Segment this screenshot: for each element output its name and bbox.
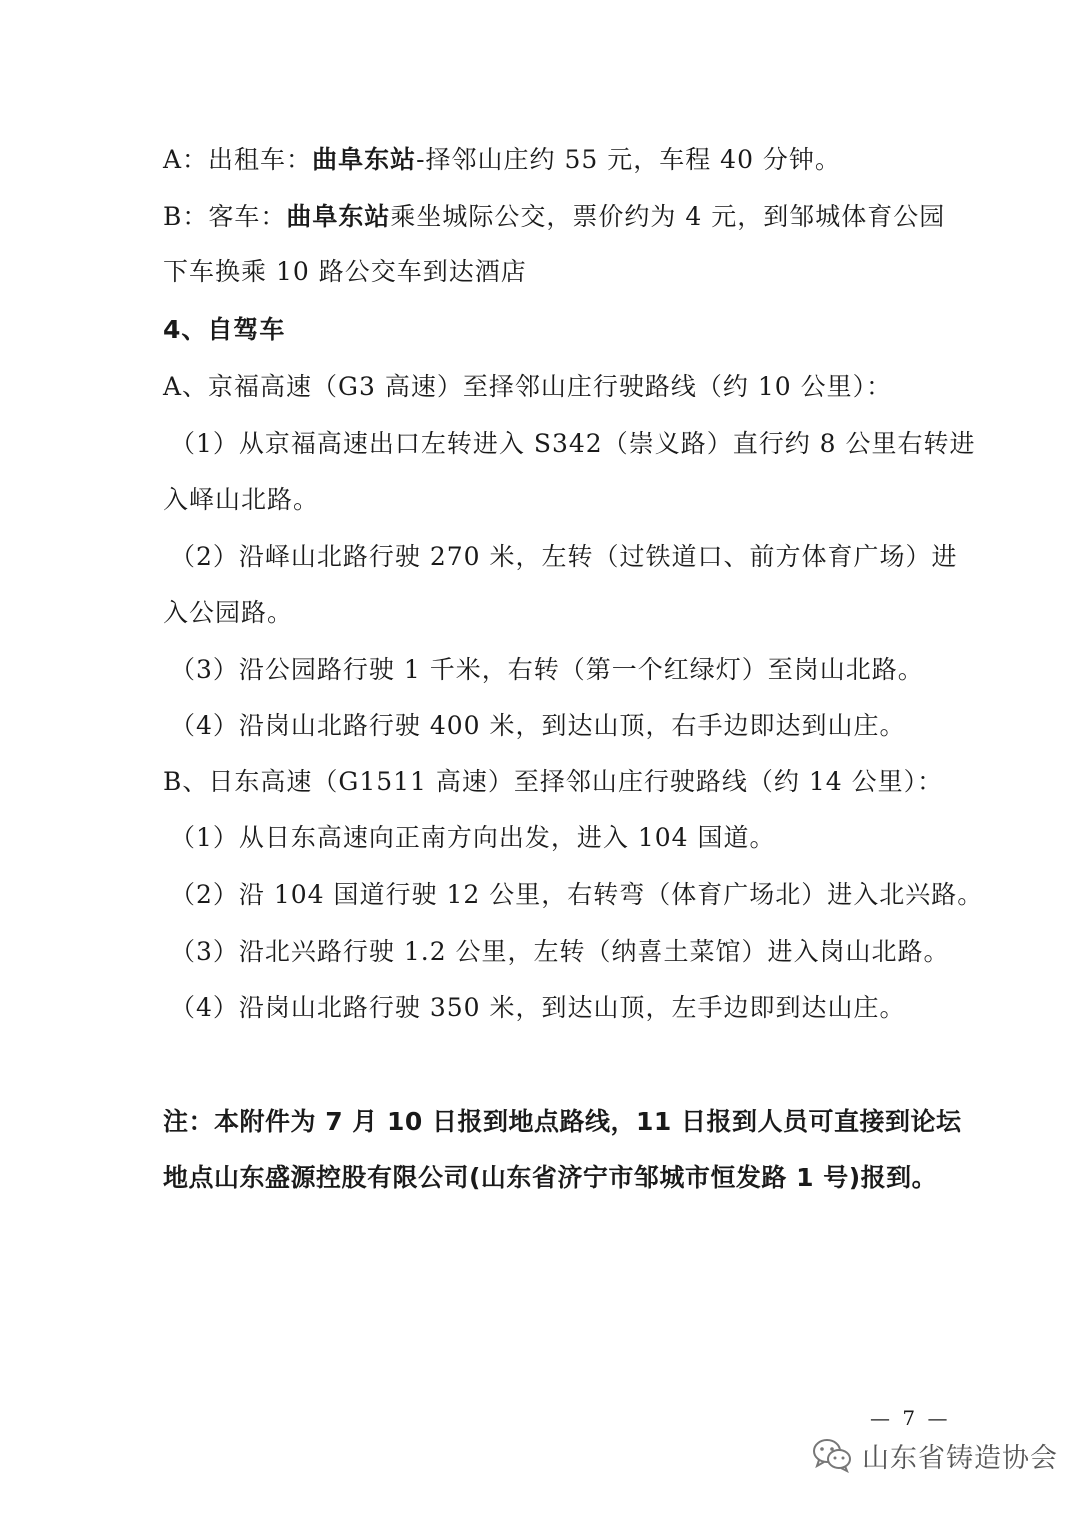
bus-line <box>163 201 945 233</box>
bus-rest: 乘坐城际公交，票价约为 4 元，到邹城体育公园 <box>390 202 946 231</box>
taxi-rest: -择邻山庄约 55 元，车程 40 分钟。 <box>416 145 841 174</box>
route-b-title: B、日东高速（G1511 高速）至择邻山庄行驶路线（约 14 公里）： <box>163 767 944 796</box>
route-b-step: （4）沿岗山北路行驶 350 米，到达山顶，左手边即到达山庄。 <box>170 993 906 1022</box>
watermark <box>812 1430 1058 1480</box>
bus-prefix: B：客车： <box>163 202 287 231</box>
wechat-icon <box>812 1437 852 1473</box>
page-number: — 7 — <box>870 1406 951 1430</box>
route-a-step: 入峄山北路。 <box>163 485 320 514</box>
route-b-step: （2）沿 104 国道行驶 12 公里，右转弯（体育广场北）进入北兴路。 <box>170 880 984 909</box>
route-b-step: （3）沿北兴路行驶 1.2 公里，左转（纳喜土菜馆）进入岗山北路。 <box>170 937 950 966</box>
route-a-step: （4）沿岗山北路行驶 400 米，到达山顶，右手边即达到山庄。 <box>170 711 906 740</box>
route-b-step: （1）从日东高速向正南方向出发，进入 104 国道。 <box>170 823 776 852</box>
note-line-1: 注：本附件为 7 月 10 日报到地点路线，11 日报到人员可直接到论坛 <box>163 1107 962 1136</box>
bus-line-2: 下车换乘 10 路公交车到达酒店 <box>163 257 527 286</box>
taxi-prefix: A：出租车： <box>163 145 313 174</box>
note-line-2: 地点山东盛源控股有限公司(山东省济宁市邹城市恒发路 1 号)报到。 <box>163 1163 938 1192</box>
self-drive-heading: 4、自驾车 <box>163 315 286 344</box>
route-a-step: （3）沿公园路行驶 1 千米，右转（第一个红绿灯）至岗山北路。 <box>170 655 924 684</box>
route-a-step: 入公园路。 <box>163 598 294 627</box>
taxi-station: 曲阜东站 <box>312 145 417 174</box>
route-a-step: （2）沿峄山北路行驶 270 米，左转（过铁道口、前方体育广场）进 <box>170 542 958 571</box>
taxi-line <box>163 144 841 176</box>
watermark-text: 山东省铸造协会 <box>862 1442 1058 1474</box>
bus-station: 曲阜东站 <box>286 202 391 231</box>
route-a-step: （1）从京福高速出口左转进入 S342（崇义路）直行约 8 公里右转进 <box>170 429 976 458</box>
route-a-title: A、京福高速（G3 高速）至择邻山庄行驶路线（约 10 公里）： <box>163 372 893 401</box>
